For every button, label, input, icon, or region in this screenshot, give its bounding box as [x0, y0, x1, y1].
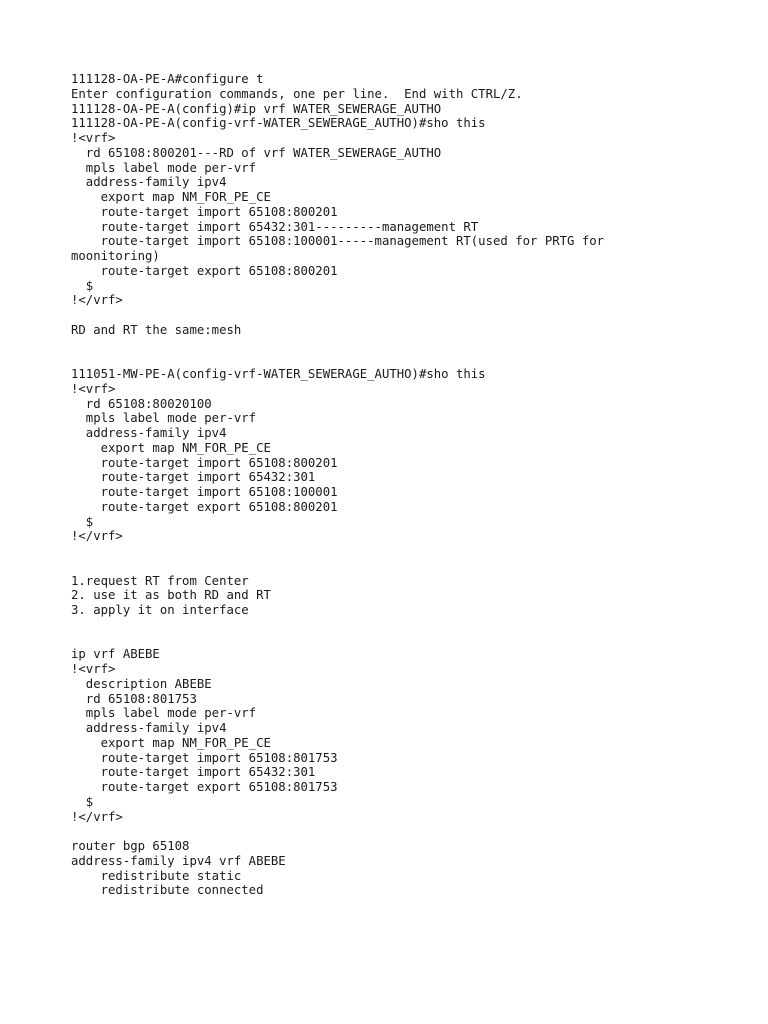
text-line: route-target export 65108:800201	[71, 263, 338, 278]
text-line: $	[71, 278, 94, 293]
text-line: $	[71, 514, 94, 529]
text-line: address-family ipv4 vrf ABEBE	[71, 853, 286, 868]
text-line: !<vrf>	[71, 381, 116, 396]
text-line: address-family ipv4	[71, 175, 227, 190]
text-line: redistribute static	[71, 868, 242, 883]
text-line: address-family ipv4	[71, 426, 227, 440]
text-line: router bgp 65108	[71, 839, 190, 853]
text-line: 111051-MW-PE-A(config-vrf-WATER_SEWERAGE_AUTHO)#sho this	[71, 367, 486, 381]
text-line	[71, 338, 751, 353]
text-line: description ABEBE	[71, 676, 212, 691]
text-line: mpls label mode per-vrf	[71, 411, 257, 426]
text-line: route-target export 65108:800201	[71, 499, 338, 514]
text-line: ip vrf ABEBE	[71, 647, 160, 662]
text-line: route-target import 65432:301---------management RT	[71, 219, 479, 234]
text-line: redistribute connected	[71, 883, 264, 898]
text-line: mpls label mode per-vrf	[71, 706, 257, 721]
text-line: rd 65108:801753	[71, 691, 197, 706]
text-line: route-target import 65432:301	[71, 470, 316, 485]
text-line: 111128-OA-PE-A(config)#ip vrf WATER_SEWERAGE_AUTHO	[71, 101, 442, 116]
text-line: Enter configuration commands, one per line. End with CTRL/Z.	[71, 86, 523, 101]
text-line: 111128-OA-PE-A(config-vrf-WATER_SEWERAGE_AUTHO)#sho this	[71, 116, 486, 131]
text-line: route-target import 65108:800201	[71, 204, 338, 219]
text-line	[71, 618, 751, 633]
text-line: mpls label mode per-vrf	[71, 160, 257, 175]
text-line: $	[71, 794, 94, 809]
text-line: 2. use it as both RD and RT	[71, 588, 271, 603]
text-line	[71, 559, 751, 574]
config-text-body	[71, 72, 751, 898]
text-line: 1.request RT from Center	[71, 573, 249, 588]
text-line: rd 65108:800201---RD of vrf WATER_SEWERAGE_AUTHO	[71, 145, 442, 160]
text-line: moonitoring)	[71, 249, 160, 263]
text-line: address-family ipv4	[71, 721, 227, 735]
text-line: route-target import 65432:301	[71, 765, 316, 780]
text-line: !</vrf>	[71, 809, 123, 824]
text-line: export map NM_FOR_PE_CE	[71, 190, 271, 204]
text-line: route-target import 65108:100001	[71, 485, 338, 499]
text-line: route-target import 65108:800201	[71, 455, 338, 470]
text-line: !<vrf>	[71, 662, 116, 676]
text-line: !</vrf>	[71, 529, 123, 544]
text-line	[71, 544, 751, 559]
text-line: 3. apply it on interface	[71, 603, 249, 617]
text-line	[71, 633, 751, 648]
text-line: !<vrf>	[71, 131, 116, 145]
text-line: route-target export 65108:801753	[71, 780, 338, 794]
text-line: route-target import 65108:801753	[71, 750, 338, 765]
text-line: export map NM_FOR_PE_CE	[71, 735, 271, 750]
text-line: RD and RT the same:mesh	[71, 322, 242, 337]
text-line	[71, 308, 751, 323]
text-line	[71, 352, 751, 367]
text-line: rd 65108:80020100	[71, 396, 212, 411]
text-line: !</vrf>	[71, 293, 123, 308]
text-line: route-target import 65108:100001-----management RT(used for PRTG for	[71, 234, 605, 249]
text-line	[71, 824, 751, 839]
text-line: 111128-OA-PE-A#configure t	[71, 72, 264, 86]
text-line: export map NM_FOR_PE_CE	[71, 440, 271, 455]
